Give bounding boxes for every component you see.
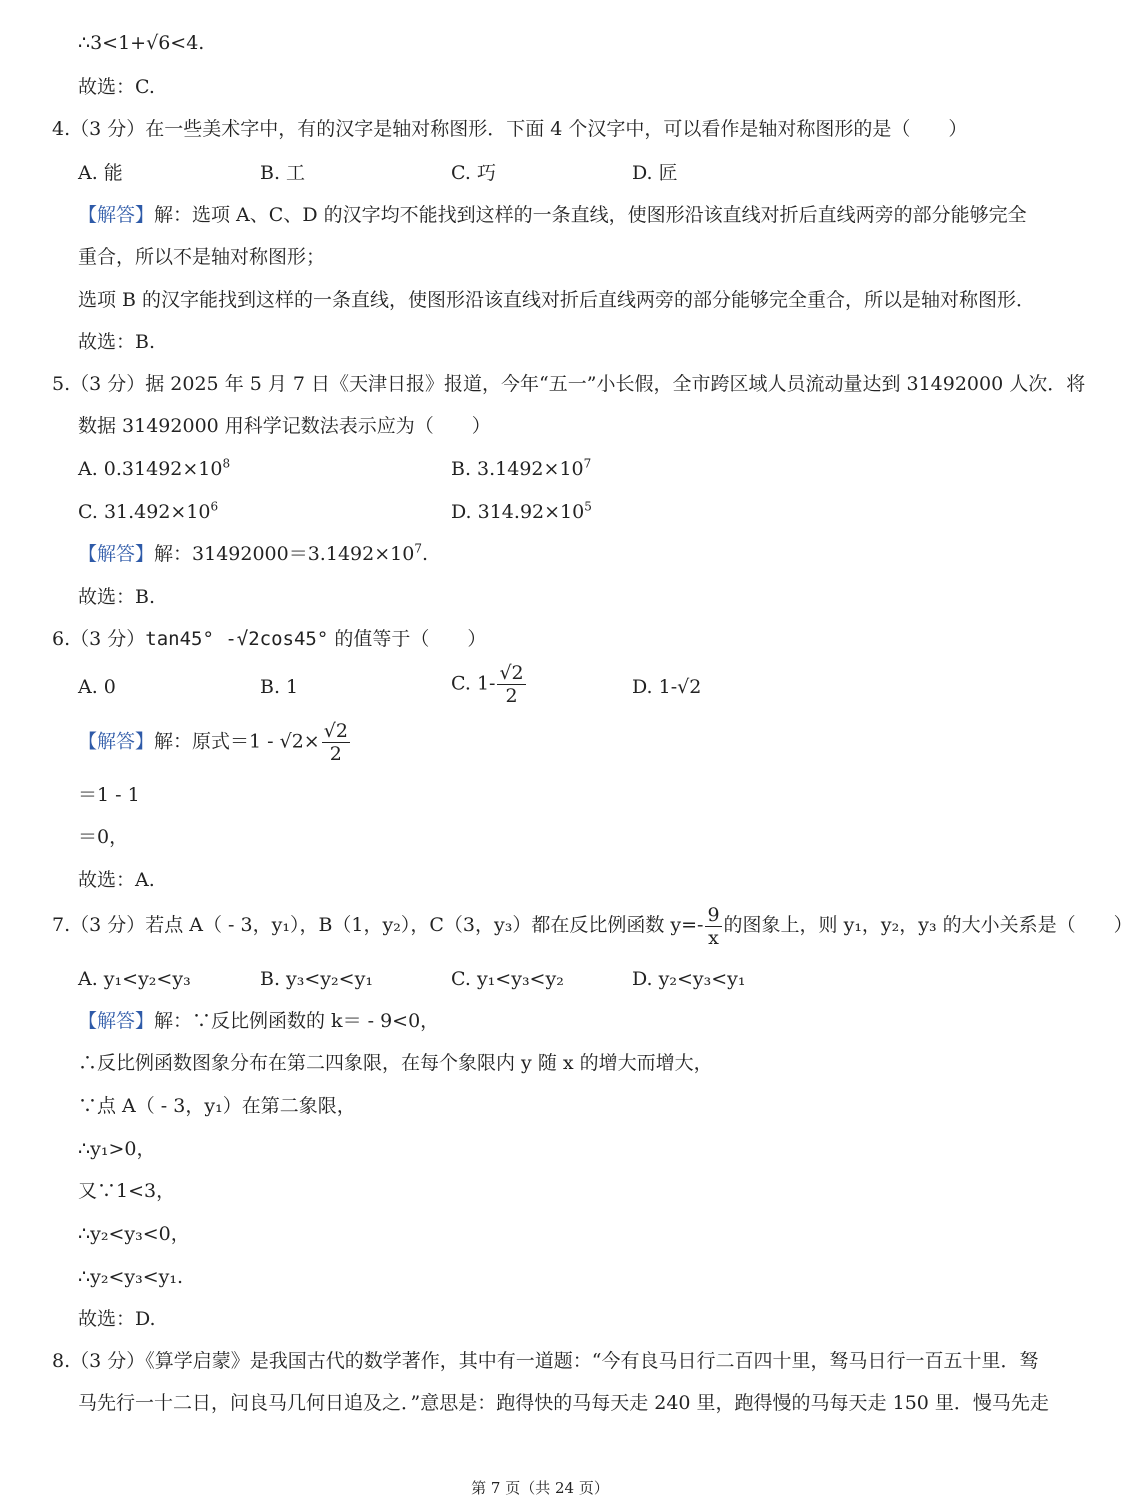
q4-option-b: B. 工 [260,162,306,184]
q7-solution-6: ∴y₂<y₃<0， [78,1223,190,1245]
q5-option-a: A. $0.31492\times 10^8$ [78,456,231,480]
q4-option-d: D. 匠 [632,162,678,184]
question-4: 4.（3 分）在一些美术字中，有的汉字是轴对称图形．下面 4 个汉字中，可以看作是轴对称图形的是（ ） [52,118,968,140]
q4-option-a: A. 能 [78,162,123,184]
q6-solution-3: ＝0， [78,826,129,848]
q5-option-d: D. $314.92\times 10^5$ [451,499,592,523]
q6-solution-4: 故选：A. [78,869,155,891]
q6-option-a: A. 0 [78,676,116,698]
q5-solution-1: 【解答】解：$31492000=3.1492\times 10^7$. [78,541,428,565]
question-5-cont: 数据 31492000 用科学记数法表示应为（ ） [78,415,491,437]
line-choice: 故选：C. [78,76,155,98]
q7-solution-7: ∴y₂<y₃<y₁. [78,1266,184,1288]
q4-option-c: C. 巧 [451,162,496,184]
answer-tag: 【解答】 [78,204,155,226]
q6-expression: tan45° -√2cos45° [145,628,329,650]
question-6: 6.（3 分）tan45° -√2cos45° 的值等于（ ） [52,628,487,650]
q7-option-c: C. y₁<y₃<y₂ [451,968,564,990]
q7-solution-8: 故选：D. [78,1308,156,1330]
q4-solution-2: 重合，所以不是轴对称图形； [78,246,326,268]
q5-option-c: C. $31.492\times 10^6$ [78,499,219,523]
question-8: 8.（3 分）《算学启蒙》是我国古代的数学著作，其中有一道题：“今有良马日行二百四十里，驽马日行一百五十里．驽 [52,1350,1039,1372]
q6-option-b: B. 1 [260,676,299,698]
page-footer: 第 7 页（共 24 页） [471,1479,609,1497]
q7-option-a: A. y₁<y₂<y₃ [78,968,191,990]
q4-solution-1: 【解答】解：选项 A、C、D 的汉字均不能找到这样的一条直线，使图形沿该直线对折后直线两旁的部分能够完全 [78,204,1027,226]
line-inequality: ∴3<1+√6<4. [78,32,205,54]
q7-solution-4: ∴y₁>0， [78,1138,156,1160]
q7-solution-2: ∴反比例函数图象分布在第二四象限，在每个象限内 y 随 x 的增大而增大， [78,1052,713,1074]
q7-solution-3: ∵点 A（ - 3，y₁）在第二象限， [78,1095,356,1117]
q4-solution-4: 故选：B. [78,331,156,353]
q7-solution-1: 【解答】解：∵反比例函数的 k＝ - 9<0， [78,1010,440,1032]
q6-option-c: C. 1- $\frac{√2}{2}$ [451,662,524,707]
q5-solution-2: 故选：B. [78,586,156,608]
q6-option-d: D. 1-√2 [632,676,702,698]
question-8-cont: 马先行一十二日，问良马几何日追及之．”意思是：跑得快的马每天走 240 里，跑得慢的马每天走 150 里．慢马先走 [78,1392,1049,1414]
q5-option-b: B. $3.1492\times 10^7$ [451,456,592,480]
q7-solution-5: 又∵1<3， [78,1180,176,1202]
q6-solution-1: 【解答】解：原式＝1 - √2× $\frac{√2}{2}$ [78,720,348,765]
question-5: 5.（3 分）据 2025 年 5 月 7 日《天津日报》报道，今年“五一”小长假，全市跨区域人员流动量达到 31492000 人次．将 [52,373,1086,395]
q6-solution-2: ＝1 - 1 [78,784,140,806]
q7-option-d: D. y₂<y₃<y₁ [632,968,746,990]
q7-option-b: B. y₃<y₂<y₁ [260,968,373,990]
q4-solution-3: 选项 B 的汉字能找到这样的一条直线，使图形沿该直线对折后直线两旁的部分能够完全重合，所以是轴对称图形． [78,289,1036,311]
question-7: 7.（3 分）若点 A（ - 3，y₁），B（1，y₂），C（3，y₃）都在反比例函数 y=- $\frac{9}{x}$ 的图象上，则 y₁，y₂，y₃ 的大小关系是（ ） [52,903,1133,949]
